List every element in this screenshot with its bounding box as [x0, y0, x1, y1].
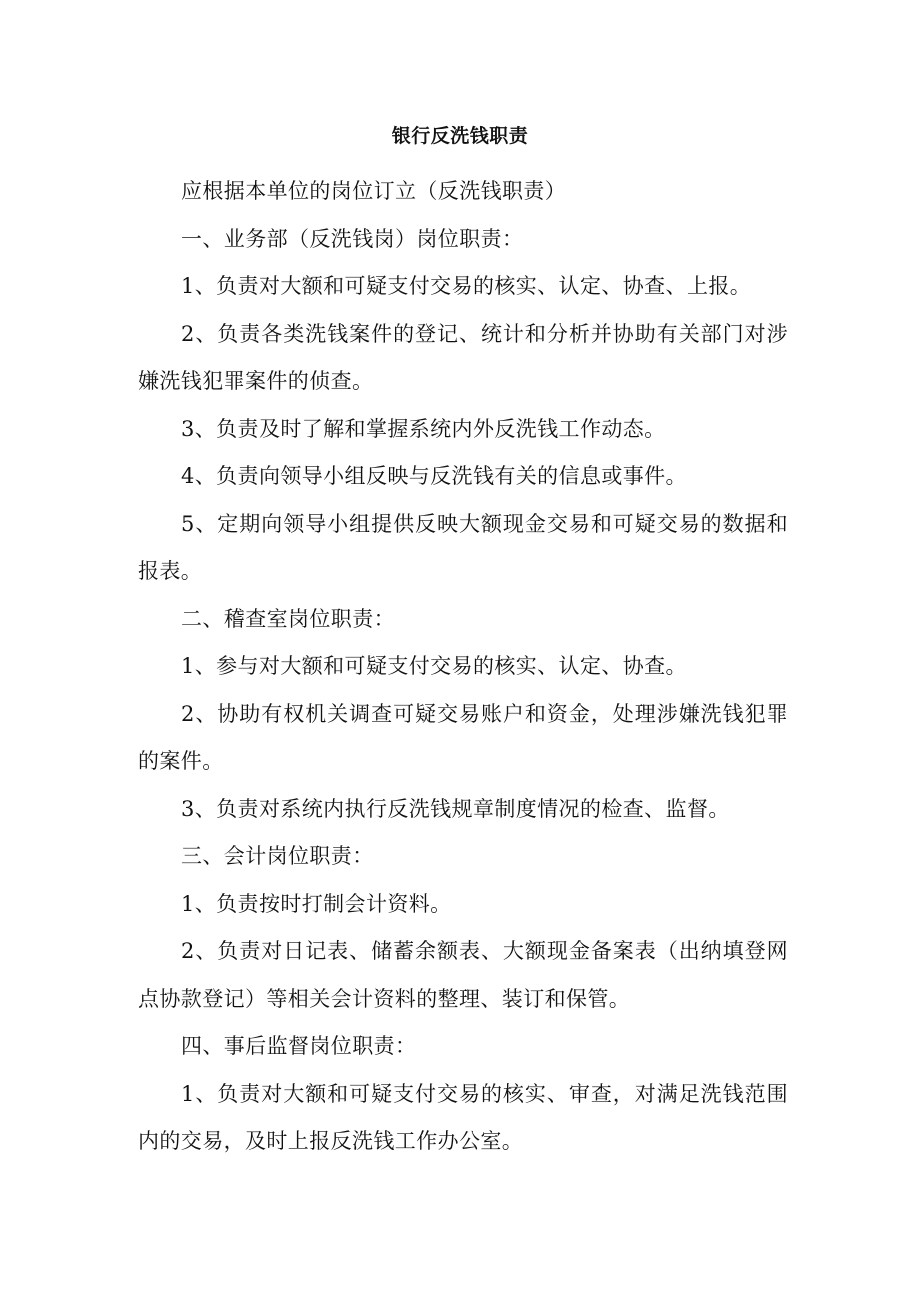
list-item: 3、负责对系统内执行反洗钱规章制度情况的检查、监督。 — [181, 796, 730, 821]
section-heading-audit-office: 二、稽查室岗位职责： — [181, 606, 395, 631]
list-item: 2、负责对日记表、储蓄余额表、大额现金备案表（出纳填登网点协款登记）等相关会计资料的整理、装订和保管。 — [138, 939, 788, 1011]
list-item: 1、负责按时打制会计资料。 — [181, 891, 452, 916]
list-item: 1、负责对大额和可疑支付交易的核实、审查，对满足洗钱范围内的交易，及时上报反洗钱工作办公室。 — [138, 1081, 788, 1153]
list-item: 4、负责向领导小组反映与反洗钱有关的信息或事件。 — [181, 464, 687, 488]
document-body — [138, 168, 788, 1166]
list-item: 2、负责各类洗钱案件的登记、统计和分析并协助有关部门对涉嫌洗钱犯罪案件的侦查。 — [138, 321, 788, 393]
list-item: 1、负责对大额和可疑支付交易的核实、认定、协查、上报。 — [181, 274, 752, 298]
list-item: 2、协助有权机关调查可疑交易账户和资金，处理涉嫌洗钱犯罪的案件。 — [138, 701, 788, 773]
document-title: 银行反洗钱职责 — [391, 125, 529, 147]
paragraph-intro: 应根据本单位的岗位订立（反洗钱职责） — [181, 179, 567, 203]
list-item: 5、定期向领导小组提供反映大额现金交易和可疑交易的数据和报表。 — [138, 511, 788, 583]
list-item: 3、负责及时了解和掌握系统内外反洗钱工作动态。 — [181, 416, 666, 441]
section-heading-accounting: 三、会计岗位职责： — [181, 844, 374, 868]
list-item: 1、参与对大额和可疑支付交易的核实、认定、协查。 — [181, 654, 687, 678]
section-heading-post-supervision: 四、事后监督岗位职责： — [181, 1034, 417, 1058]
section-heading-business-dept: 一、业务部（反洗钱岗）岗位职责： — [181, 226, 524, 251]
